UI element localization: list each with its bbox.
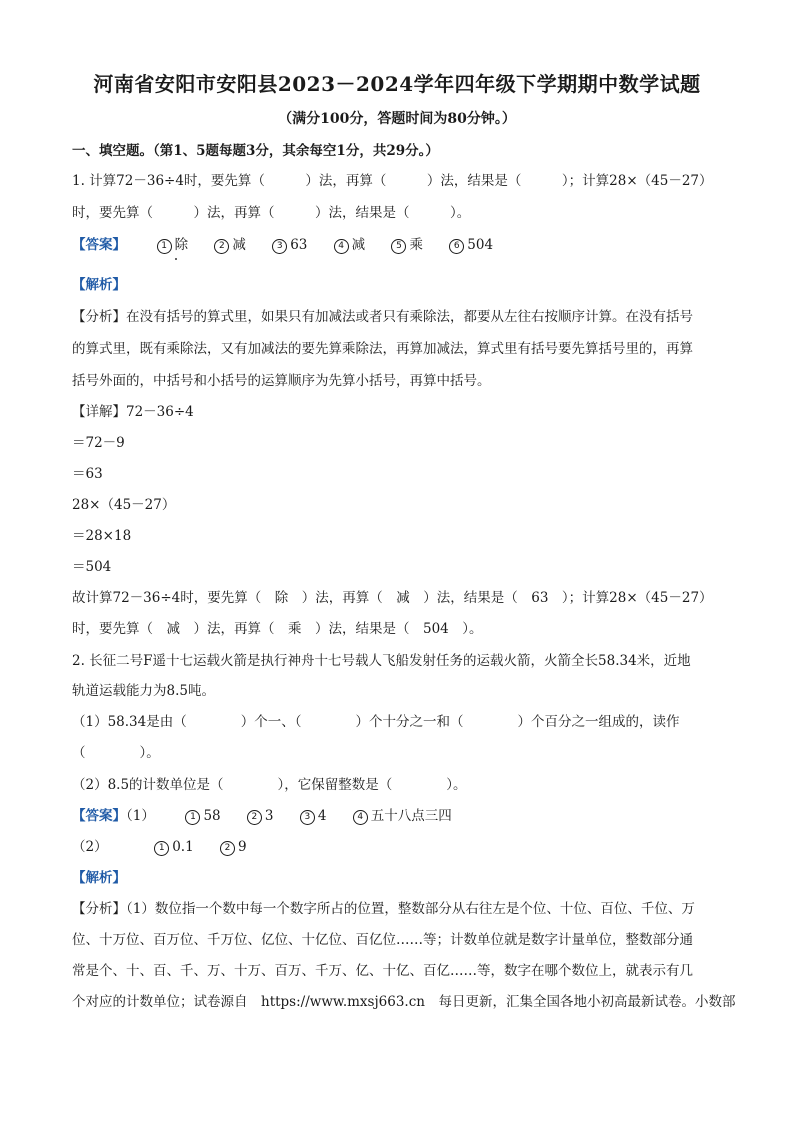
answer-label: 【答案】 bbox=[72, 237, 126, 253]
answer-text: 乘 bbox=[409, 237, 423, 253]
q1-answer-5 bbox=[391, 237, 423, 253]
answer-text: 0.1 bbox=[172, 839, 194, 855]
answer-text: 减 bbox=[351, 237, 366, 253]
answer-text: 63 bbox=[290, 237, 308, 253]
q2-answer-row2 bbox=[72, 838, 732, 856]
q1-detail-line1: 【详解】72－36÷4 bbox=[72, 404, 194, 420]
answer-text: 4 bbox=[317, 808, 327, 824]
q1-analysis-label: 【解析】 bbox=[72, 277, 126, 293]
q1-detail-line2: ＝72－9 bbox=[72, 435, 125, 451]
stray-dot bbox=[175, 258, 177, 260]
q1-answer-row bbox=[72, 236, 732, 254]
circled-number-icon: 2 bbox=[247, 810, 262, 825]
q1-answer-4 bbox=[334, 237, 366, 253]
answer-text: 除 bbox=[174, 237, 189, 253]
q1-stem-line2: 时，要先算（ ）法，再算（ ）法，结果是（ ）。 bbox=[72, 205, 471, 221]
circled-number-icon: 2 bbox=[214, 239, 229, 254]
q2-answer-1-3 bbox=[300, 808, 327, 824]
circled-number-icon: 4 bbox=[353, 810, 368, 825]
circled-number-icon: 1 bbox=[185, 810, 200, 825]
q1-fenxi-line2: 的算式里，既有乘除法，又有加减法的要先算乘除法，再算加减法，算式里有括号要先算括号里的，再算 bbox=[72, 341, 693, 357]
section-heading: 一、填空题。（第1、5题每题3分，其余每空1分，共29分。） bbox=[72, 143, 439, 159]
part-label: （2） bbox=[72, 839, 108, 855]
q1-detail-line3: ＝63 bbox=[72, 466, 103, 482]
circled-number-icon: 1 bbox=[154, 841, 169, 856]
q2-answer-1-2 bbox=[247, 808, 274, 824]
q1-fenxi-line3: 括号外面的，中括号和小括号的运算顺序为先算小括号，再算中括号。 bbox=[72, 373, 491, 389]
circled-number-icon: 1 bbox=[157, 239, 172, 254]
page-subtitle: （满分100分，答题时间为80分钟。） bbox=[278, 111, 516, 127]
answer-text: 五十八点三四 bbox=[370, 808, 452, 824]
q1-stem-line1: 1. 计算72－36÷4时，要先算（ ）法，再算（ ）法，结果是（ ）；计算28×（45－27） bbox=[72, 173, 713, 189]
q2-stem-line2: 轨道运载能力为8.5吨。 bbox=[72, 683, 215, 699]
circled-number-icon: 3 bbox=[272, 239, 287, 254]
q1-answer-6 bbox=[449, 237, 493, 253]
q2-stem-line5: （2）8.5的计数单位是（ ），它保留整数是（ ）。 bbox=[72, 777, 467, 793]
answer-text: 3 bbox=[264, 808, 274, 824]
circled-number-icon: 4 bbox=[334, 239, 349, 254]
q1-detail-line6: ＝504 bbox=[72, 559, 112, 575]
page-title: 河南省安阳市安阳县2023－2024学年四年级下学期期中数学试题 bbox=[93, 72, 701, 96]
q1-fenxi-line1: 【分析】在没有括号的算式里，如果只有加减法或者只有乘除法，都要从左往右按顺序计算。在没有括号 bbox=[72, 309, 693, 325]
q2-answer-row1 bbox=[72, 807, 732, 825]
q1-detail-line7: 故计算72－36÷4时，要先算（ 除 ）法，再算（ 减 ）法，结果是（ 63 ）；计算28×（45－27） bbox=[72, 590, 713, 606]
q2-fenxi-line1: 【分析】（1）数位指一个数中每一个数字所占的位置，整数部分从右往左是个位、十位、百位、千位、万 bbox=[72, 901, 695, 917]
q1-answer-3 bbox=[272, 237, 307, 253]
q2-fenxi-line2: 位、十万位、百万位、千万位、亿位、十亿位、百亿位……等；计数单位就是数字计量单位，整数部分通 bbox=[72, 932, 693, 948]
q1-detail-line4: 28×（45－27） bbox=[72, 497, 176, 513]
q1-answer-2 bbox=[214, 237, 246, 253]
answer-text: 504 bbox=[467, 237, 494, 253]
answer-label: 【答案】 bbox=[72, 808, 126, 824]
circled-number-icon: 5 bbox=[391, 239, 406, 254]
circled-number-icon: 3 bbox=[300, 810, 315, 825]
q1-detail-line5: ＝28×18 bbox=[72, 528, 132, 544]
circled-number-icon: 2 bbox=[220, 841, 235, 856]
answer-text: 9 bbox=[237, 839, 247, 855]
answer-text: 58 bbox=[203, 808, 221, 824]
q2-answer-1-1 bbox=[185, 808, 220, 824]
q2-answer-2-1 bbox=[154, 839, 193, 855]
q2-fenxi-line4: 个对应的计数单位；试卷源自 https://www.mxsj663.cn 每日更新，汇集全国各地小初高最新试卷。小数部 bbox=[72, 994, 736, 1010]
answer-text: 减 bbox=[232, 237, 246, 253]
circled-number-icon: 6 bbox=[449, 239, 464, 254]
q2-stem-line4: （ ）。 bbox=[72, 745, 160, 761]
q1-answer-1 bbox=[157, 237, 189, 253]
q1-detail-line8: 时，要先算（ 减 ）法，再算（ 乘 ）法，结果是（ 504 ）。 bbox=[72, 621, 483, 637]
q2-stem-line1: 2. 长征二号F遥十七运载火箭是执行神舟十七号载人飞船发射任务的运载火箭，火箭全长58.34米，近地 bbox=[72, 653, 691, 669]
q2-answer-1-4 bbox=[353, 808, 452, 824]
q2-answer-2-2 bbox=[220, 839, 247, 855]
q2-analysis-label: 【解析】 bbox=[72, 870, 126, 886]
q2-fenxi-line3: 常是个、十、百、千、万、十万、百万、千万、亿、十亿、百亿……等，数字在哪个数位上，就表示有几 bbox=[72, 963, 693, 979]
part-label: （1） bbox=[126, 808, 155, 824]
q2-stem-line3: （1）58.34是由（ ）个一、（ ）个十分之一和（ ）个百分之一组成的，读作 bbox=[72, 714, 680, 730]
